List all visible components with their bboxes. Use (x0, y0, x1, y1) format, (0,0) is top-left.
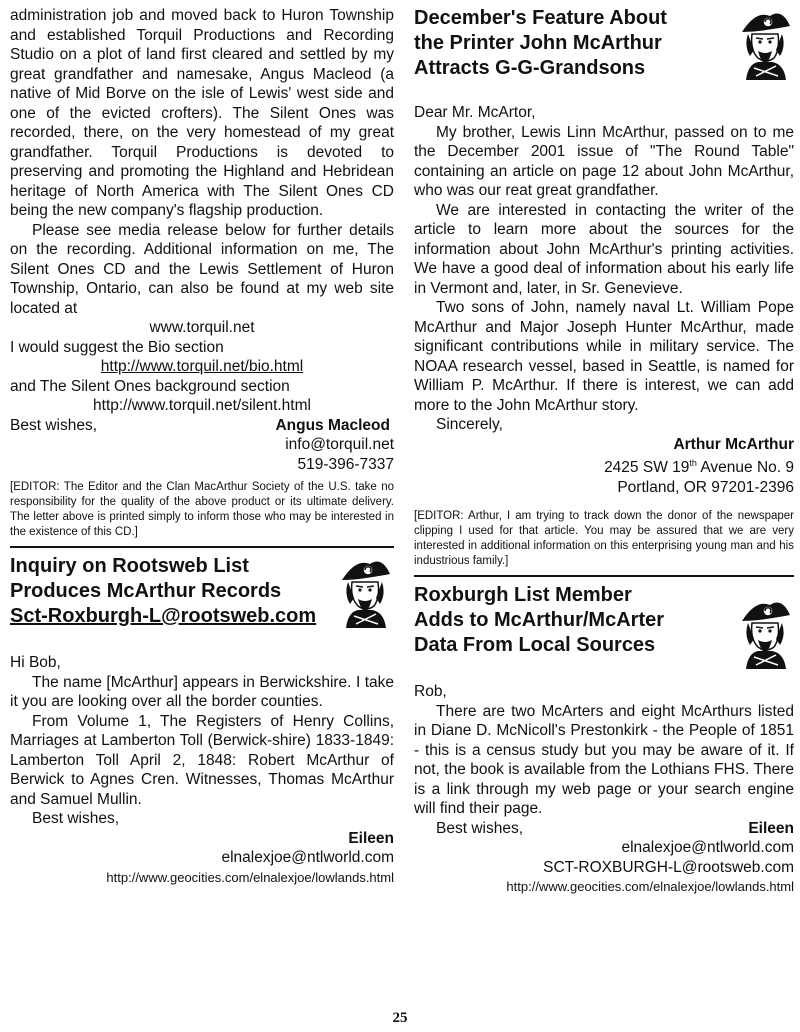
background-section-text: and The Silent Ones background section (10, 377, 290, 395)
article-paragraph-2: We are interested in contacting the writer of the article to learn more about the sources for the information about John McArthur's printing activities. We have a good deal of information about his early life in Vermont and, later, in Sr. Genevieve. (414, 201, 794, 297)
article-header (10, 554, 394, 629)
headline-line-1: Roxburgh List Member (414, 584, 632, 607)
signer-url[interactable]: http://www.geocities.com/elnalexjoe/lowlands.html (106, 869, 394, 885)
headline-line-2: the Printer John McArthur (414, 32, 662, 54)
article-header (414, 6, 794, 81)
bio-url[interactable]: http://www.torquil.net/bio.html (100, 358, 304, 375)
signer-name: Eileen (748, 819, 794, 837)
signer-name: Arthur McArthur (673, 435, 794, 453)
clan-mascot-icon (736, 6, 794, 80)
bio-suggestion: I would suggest the Bio section (10, 338, 224, 356)
divider (10, 546, 394, 548)
article-paragraph-3: Two sons of John, namely naval Lt. William Pope McArthur and Major Joseph Hunter McArthur, made significant contributions while in military service. The NOAA research vessel, based in Seattle, is named for William P. McArthur. If there is interest, we can add more to the John McArthur story. (414, 299, 794, 414)
headline-line-3: Attracts G-G-Grandsons (414, 57, 646, 79)
article-paragraph-1: There are two McArters and eight McArthurs listed in Diane D. McNicoll's Prestonkirk - the People of 1851 - this is a census study but you may be aware of it. If not, the book is available from the Lothians FHS. There is a link through my web page or your search engine will find their page. (414, 702, 794, 818)
headline-line-1: December's Feature About (414, 7, 667, 29)
closing: Best wishes, (10, 416, 98, 434)
salutation: Rob, (414, 683, 447, 701)
signer-phone: 519-396-7337 (297, 455, 394, 473)
signer-email[interactable]: elnalexjoe@ntlworld.com (221, 849, 394, 866)
divider (414, 575, 794, 577)
salutation: Hi Bob, (10, 654, 61, 671)
closing: Sincerely, (436, 416, 503, 433)
headline-line-3: Data From Local Sources (414, 634, 656, 657)
signer-email[interactable]: info@torquil.net (285, 436, 394, 453)
signer-name: Angus Macleod (275, 416, 390, 434)
silent-url[interactable]: http://www.torquil.net/silent.html (93, 397, 311, 414)
article-paragraph-1: The name [McArthur] appears in Berwickshire. I take it you are looking over all the border counties. (10, 673, 394, 710)
left-column (10, 6, 394, 887)
clan-mascot-icon (336, 554, 394, 628)
address-street: 2425 SW 19 (604, 459, 690, 477)
left-paragraph-2: Please see media release below for further details on the recording. Additional information on me, The Silent Ones CD and the Lewis Settlement of Huron Township, Ontario, can also be found at my web site located at (10, 221, 394, 317)
closing: Best wishes, (32, 810, 120, 827)
closing: Best wishes, (436, 819, 524, 837)
address-ordinal: th (689, 458, 697, 468)
article-paragraph-2: From Volume 1, The Registers of Henry Collins, Marriages at Lamberton Toll (Berwick-shire) 1833-1849: Lamberton Toll April 2, 1848: Robert McArthur of Berwick to Agnes Cren. Witnesses, Thomas McArthur and Samuel Mullin. (10, 712, 394, 808)
headline-line-2: Adds to McArthur/McArter (414, 609, 665, 632)
editor-note: [EDITOR: The Editor and the Clan MacArthur Society of the U.S. take no responsibility for the quality of the above product or its ultimate delivery. The letter above is printed simply to inform those who may be interested in the existence of this CD.] (10, 481, 394, 538)
signoff-row (10, 416, 394, 436)
website-url[interactable]: www.torquil.net (149, 319, 255, 336)
signer-name: Eileen (348, 829, 394, 847)
signer-address-line-2: Portland, OR 97201-2396 (617, 478, 794, 496)
headline-line-3: Sct-Roxburgh-L@rootsweb.com (10, 605, 317, 627)
page-number: 25 (392, 1010, 408, 1026)
left-paragraph-1: administration job and moved back to Huron Township and established Torquil Productions and Recording Studio on a plot of land first cleared and settled by my great grandfather and namesake, Angus Macleod (a native of Mid Borve on the isle of Lewis' west side and one of the evicted crofters). The Silent Ones was recorded, there, on the very homestead of my great grandfather. Torquil Productions is devoted to preserving and promoting the Highland and Hebridean heritage of North America with The Silent Ones CD being the new company's flagship production. (10, 7, 394, 219)
salutation: Dear Mr. McArtor, (414, 104, 536, 121)
list-address[interactable]: SCT-ROXBURGH-L@rootsweb.com (543, 858, 794, 876)
signer-url[interactable]: http://www.geocities.com/elnalexjoe/lowlands.html (506, 879, 794, 895)
right-column (414, 6, 794, 897)
signer-email[interactable]: elnalexjoe@ntlworld.com (621, 839, 794, 857)
clan-mascot-icon (736, 595, 794, 669)
signer-address-line-1 (414, 454, 794, 478)
headline-line-1: Inquiry on Rootsweb List (10, 555, 249, 577)
headline-line-2: Produces McArthur Records (10, 580, 282, 602)
address-suite: Avenue No. 9 (696, 459, 794, 477)
editor-note: [EDITOR: Arthur, I am trying to track down the donor of the newspaper clipping I used for that article. You may be assured that we are very interested in additional information on this enterprising young man and his industrious family.] (414, 510, 794, 568)
article-header (414, 583, 794, 658)
article-paragraph-1: My brother, Lewis Linn McArthur, passed on to me the December 2001 issue of "The Round Table" containing an article on page 12 about John McArthur, who was our reat great grandfather. (414, 123, 794, 199)
